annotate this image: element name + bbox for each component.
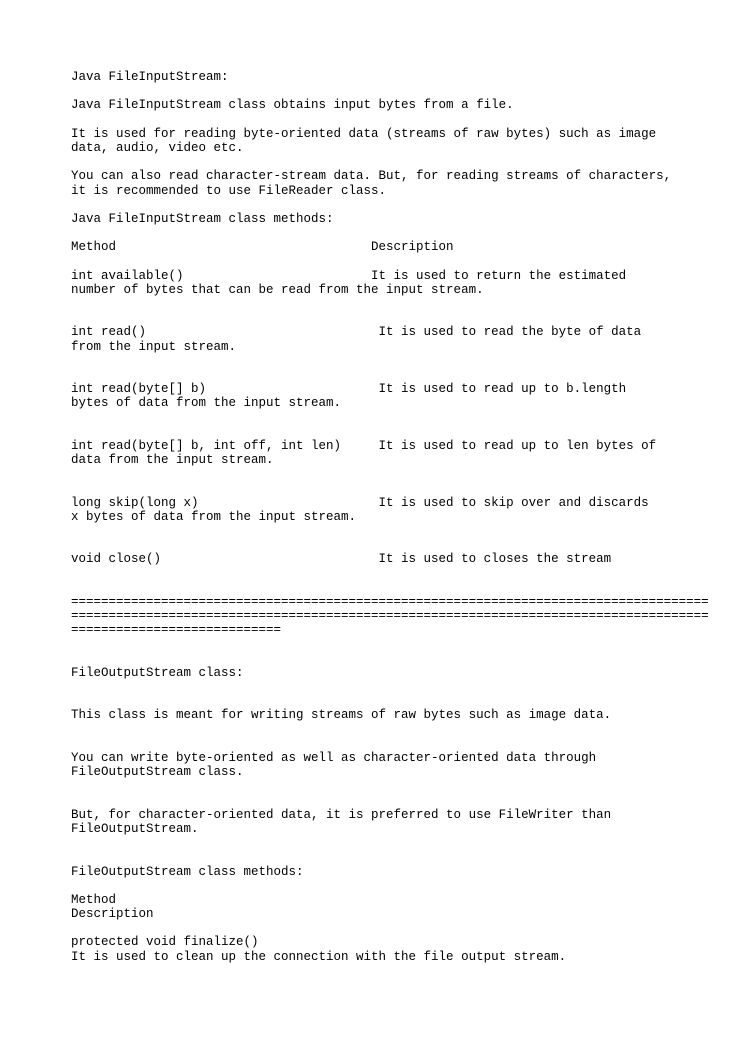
blank-line	[71, 737, 681, 751]
blank-line	[71, 481, 681, 495]
method-row: bytes of data from the input stream.	[71, 396, 342, 411]
table-header: Method	[71, 892, 117, 907]
document-text	[71, 70, 709, 964]
paragraph-line: it is recommended to use FileReader class.	[71, 183, 387, 198]
blank-line	[71, 155, 681, 169]
blank-line	[71, 311, 681, 325]
blank-line	[71, 538, 681, 552]
blank-line	[71, 84, 681, 98]
blank-line	[71, 879, 681, 893]
blank-line	[71, 425, 681, 439]
section-heading: FileOutputStream class methods:	[71, 864, 304, 879]
paragraph-line: Java FileInputStream class obtains input bytes from a file.	[71, 98, 514, 113]
method-row: void close() It is used to closes the stream	[71, 552, 612, 567]
blank-line	[71, 198, 681, 212]
blank-line	[71, 354, 681, 368]
table-header: Description	[71, 907, 154, 922]
separator-line: =====================================================================================	[71, 594, 709, 609]
paragraph-line: data, audio, video etc.	[71, 140, 244, 155]
method-row: int read(byte[] b, int off, int len) It is used to read up to len bytes of	[71, 438, 657, 453]
method-row: long skip(long x) It is used to skip over and discards	[71, 495, 649, 510]
method-row: protected void finalize()	[71, 935, 259, 950]
blank-line	[71, 836, 681, 850]
table-header: Method Description	[71, 240, 454, 255]
method-row: int read() It is used to read the byte of data	[71, 325, 642, 340]
section-heading: Java FileInputStream class methods:	[71, 211, 334, 226]
paragraph-line: FileOutputStream.	[71, 821, 199, 836]
blank-line	[71, 567, 681, 581]
blank-line	[71, 694, 681, 708]
method-row: int available() It is used to return the estimated	[71, 268, 627, 283]
paragraph-line: You can also read character-stream data. But, for reading streams of characters,	[71, 169, 672, 184]
blank-line	[71, 652, 681, 666]
blank-line	[71, 794, 681, 808]
blank-line	[71, 254, 681, 268]
method-row: It is used to clean up the connection with the file output stream.	[71, 949, 567, 964]
separator-line: =====================================================================================	[71, 609, 709, 624]
separator-line: ============================	[71, 623, 282, 638]
method-row: x bytes of data from the input stream.	[71, 509, 357, 524]
blank-line	[71, 113, 681, 127]
blank-line	[71, 581, 681, 595]
paragraph-line: FileOutputStream class.	[71, 765, 244, 780]
method-row: data from the input stream.	[71, 453, 274, 468]
heading-fileinputstream: Java FileInputStream:	[71, 70, 229, 84]
method-row: number of bytes that can be read from the input stream.	[71, 282, 484, 297]
paragraph-line: This class is meant for writing streams of raw bytes such as image data.	[71, 708, 612, 723]
blank-line	[71, 297, 681, 311]
blank-line	[71, 467, 681, 481]
method-row: int read(byte[] b) It is used to read up to b.length	[71, 382, 627, 397]
blank-line	[71, 723, 681, 737]
blank-line	[71, 779, 681, 793]
paragraph-line: It is used for reading byte-oriented data (streams of raw bytes) such as image	[71, 126, 657, 141]
blank-line	[71, 638, 681, 652]
blank-line	[71, 411, 681, 425]
paragraph-line: You can write byte-oriented as well as character-oriented data through	[71, 751, 597, 765]
blank-line	[71, 368, 681, 382]
blank-line	[71, 921, 681, 935]
blank-line	[71, 226, 681, 240]
heading-fileoutputstream: FileOutputStream class:	[71, 665, 244, 680]
paragraph-line: But, for character-oriented data, it is preferred to use FileWriter than	[71, 807, 612, 822]
blank-line	[71, 850, 681, 864]
blank-line	[71, 680, 681, 694]
method-row: from the input stream.	[71, 339, 237, 354]
blank-line	[71, 524, 681, 538]
